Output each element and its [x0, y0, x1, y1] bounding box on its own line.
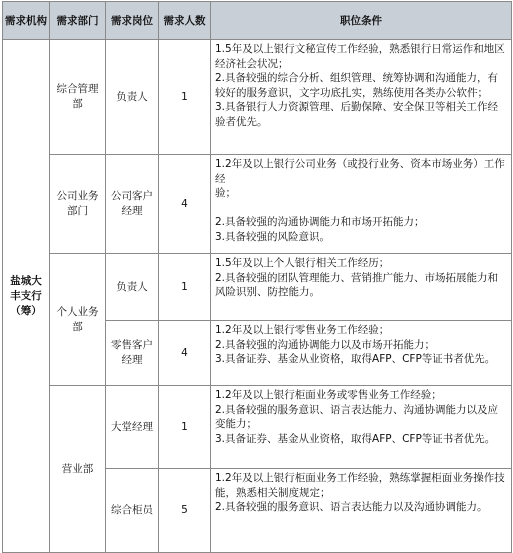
job-requirements-table [2, 1, 512, 553]
count-cell: 4 [159, 155, 211, 254]
post-cell: 大堂经理 [106, 386, 159, 469]
conditions-cell: 1.5年及以上个人银行相关工作经历； 2.具备较强的团队管理能力、营销推广能力、市场拓展能力和风险识别、防控能力。 [211, 254, 512, 321]
department-cell: 营业部 [50, 386, 106, 553]
header-department: 需求部门 [50, 2, 106, 40]
post-cell: 综合柜员 [106, 469, 159, 553]
header-conditions: 职位条件 [211, 2, 512, 40]
department-cell: 公司业务部门 [50, 155, 106, 254]
conditions-cell: 1.2年及以上银行公司业务（或投行业务、资本市场业务）工作经 验； 2.具备较强的沟通协调能力和市场开拓能力； 3.具备较强的风险意识。 [211, 155, 512, 254]
count-cell: 1 [159, 254, 211, 321]
post-cell: 零售客户经理 [106, 321, 159, 386]
count-cell: 5 [159, 469, 211, 553]
table-row [3, 254, 512, 321]
department-cell: 综合管理部 [50, 40, 106, 155]
post-cell: 公司客户经理 [106, 155, 159, 254]
table-row [3, 386, 512, 469]
header-count: 需求人数 [159, 2, 211, 40]
conditions-cell: 1.2年及以上银行柜面业务工作经验，熟练掌握柜面业务操作技能，熟悉相关制度规定； 2.具备较强的服务意识、语言表达能力以及沟通协调能力。 [211, 469, 512, 553]
org-cell: 盐城大丰支行（筹） [3, 40, 50, 553]
header-org: 需求机构 [3, 2, 50, 40]
table-row [3, 155, 512, 254]
department-cell: 个人业务部 [50, 254, 106, 386]
header-row [3, 2, 512, 40]
conditions-cell: 1.2年及以上银行柜面业务或零售业务工作经验； 2.具备较强的服务意识、语言表达能力、沟通协调能力以及应变能力； 3.具备证券、基金从业资格，取得AFP、CFP等证书者优先。 [211, 386, 512, 469]
conditions-cell: 1.2年及以上银行零售业务工作经验； 2.具备较强的沟通协调能力以及市场开拓能力； 3.具备证券、基金从业资格，取得AFP、CFP等证书者优先。 [211, 321, 512, 386]
post-cell: 负责人 [106, 40, 159, 155]
header-post: 需求岗位 [106, 2, 159, 40]
count-cell: 1 [159, 386, 211, 469]
table-row [3, 40, 512, 155]
count-cell: 4 [159, 321, 211, 386]
post-cell: 负责人 [106, 254, 159, 321]
count-cell: 1 [159, 40, 211, 155]
conditions-cell: 1.5年及以上银行文秘宣传工作经验，熟悉银行日常运作和地区经济社会状况； 2.具备较强的综合分析、组织管理、统筹协调和沟通能力，有较好的服务意识，文字功底扎实，熟练使用各类办公软件； 3.具备银行人力资源管理、后勤保障、安全保卫等相关工作经验者优先。 [211, 40, 512, 155]
